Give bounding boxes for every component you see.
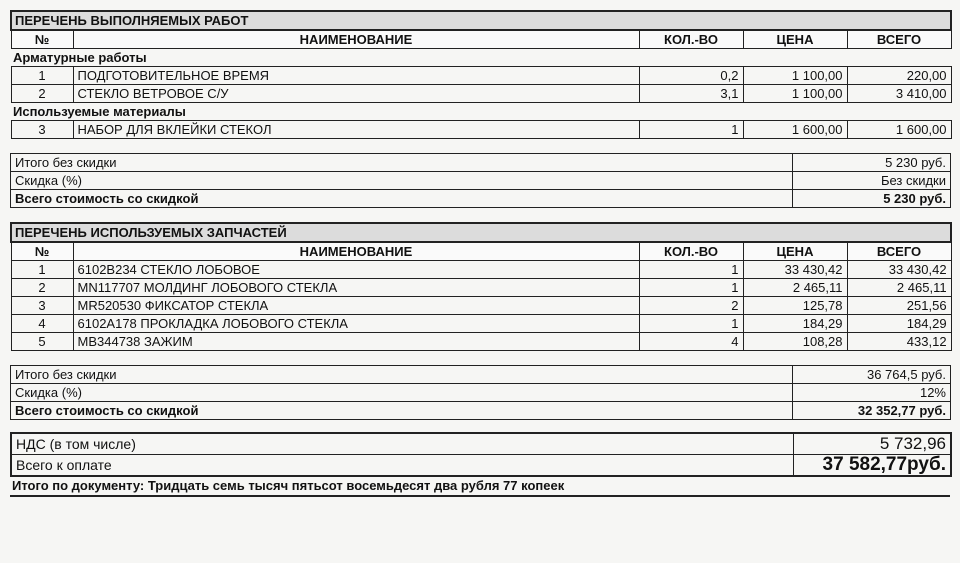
row-no: 1 <box>11 67 73 85</box>
row-no: 3 <box>11 297 73 315</box>
row-name: НАБОР ДЛЯ ВКЛЕЙКИ СТЕКОЛ <box>73 121 639 139</box>
row-total: 220,00 <box>847 67 951 85</box>
row-qty: 4 <box>639 333 743 351</box>
table-row <box>11 279 951 297</box>
table-row <box>11 121 951 139</box>
row-total: 3 410,00 <box>847 85 951 103</box>
row-no: 2 <box>11 279 73 297</box>
row-qty: 3,1 <box>639 85 743 103</box>
header-name: НАИМЕНОВАНИЕ <box>73 242 639 261</box>
subtotal-value: 5 230 руб. <box>793 154 951 172</box>
final-totals <box>10 432 952 477</box>
table-row <box>11 261 951 279</box>
row-total: 2 465,11 <box>847 279 951 297</box>
row-name: СТЕКЛО ВЕТРОВОЕ С/У <box>73 85 639 103</box>
table-row <box>11 67 951 85</box>
row-qty: 1 <box>639 315 743 333</box>
discount-label: Скидка (%) <box>11 384 793 402</box>
amount-due-value: 37 582,77руб. <box>793 455 951 477</box>
discounted-total-label: Всего стоимость со скидкой <box>11 402 793 420</box>
row-price: 33 430,42 <box>743 261 847 279</box>
row-total: 184,29 <box>847 315 951 333</box>
table-row <box>11 297 951 315</box>
row-name: MN117707 МОЛДИНГ ЛОБОВОГО СТЕКЛА <box>73 279 639 297</box>
discounted-total-value: 5 230 руб. <box>793 190 951 208</box>
works-group-label: Используемые материалы <box>11 103 951 121</box>
header-name: НАИМЕНОВАНИЕ <box>73 30 639 49</box>
row-no: 1 <box>11 261 73 279</box>
row-total: 33 430,42 <box>847 261 951 279</box>
header-no: № <box>11 30 73 49</box>
row-price: 108,28 <box>743 333 847 351</box>
row-name: 6102A178 ПРОКЛАДКА ЛОБОВОГО СТЕКЛА <box>73 315 639 333</box>
table-row <box>11 85 951 103</box>
parts-title: ПЕРЕЧЕНЬ ИСПОЛЬЗУЕМЫХ ЗАПЧАСТЕЙ <box>11 223 951 242</box>
subtotal-label: Итого без скидки <box>11 154 793 172</box>
row-no: 5 <box>11 333 73 351</box>
parts-header-row <box>11 242 951 261</box>
row-no: 3 <box>11 121 73 139</box>
table-row <box>11 315 951 333</box>
discount-label: Скидка (%) <box>11 172 793 190</box>
row-qty: 0,2 <box>639 67 743 85</box>
discount-value: Без скидки <box>793 172 951 190</box>
discounted-total-label: Всего стоимость со скидкой <box>11 190 793 208</box>
row-name: MB344738 ЗАЖИМ <box>73 333 639 351</box>
works-table <box>10 10 952 139</box>
document-total-in-words: Итого по документу: Тридцать семь тысяч пятьсот восемьдесят два рубля 77 копеек <box>10 477 950 497</box>
header-price: ЦЕНА <box>743 242 847 261</box>
parts-table <box>10 222 952 351</box>
works-title: ПЕРЕЧЕНЬ ВЫПОЛНЯЕМЫХ РАБОТ <box>11 11 951 30</box>
discount-value: 12% <box>793 384 951 402</box>
header-total: ВСЕГО <box>847 242 951 261</box>
vat-label: НДС (в том числе) <box>11 433 793 455</box>
header-no: № <box>11 242 73 261</box>
works-summary <box>10 153 951 208</box>
header-qty: КОЛ.-ВО <box>639 242 743 261</box>
row-qty: 2 <box>639 297 743 315</box>
table-row <box>11 333 951 351</box>
row-total: 251,56 <box>847 297 951 315</box>
discounted-total-value: 32 352,77 руб. <box>793 402 951 420</box>
invoice-page <box>10 10 950 497</box>
row-price: 1 600,00 <box>743 121 847 139</box>
header-price: ЦЕНА <box>743 30 847 49</box>
row-price: 184,29 <box>743 315 847 333</box>
row-qty: 1 <box>639 121 743 139</box>
row-price: 1 100,00 <box>743 67 847 85</box>
row-total: 1 600,00 <box>847 121 951 139</box>
row-total: 433,12 <box>847 333 951 351</box>
row-no: 2 <box>11 85 73 103</box>
vat-value: 5 732,96 <box>793 433 951 455</box>
row-price: 1 100,00 <box>743 85 847 103</box>
subtotal-value: 36 764,5 руб. <box>793 366 951 384</box>
row-price: 2 465,11 <box>743 279 847 297</box>
works-header-row <box>11 30 951 49</box>
row-price: 125,78 <box>743 297 847 315</box>
row-qty: 1 <box>639 261 743 279</box>
header-qty: КОЛ.-ВО <box>639 30 743 49</box>
row-no: 4 <box>11 315 73 333</box>
row-name: MR520530 ФИКСАТОР СТЕКЛА <box>73 297 639 315</box>
works-group-label: Арматурные работы <box>11 49 951 67</box>
subtotal-label: Итого без скидки <box>11 366 793 384</box>
row-qty: 1 <box>639 279 743 297</box>
row-name: 6102B234 СТЕКЛО ЛОБОВОЕ <box>73 261 639 279</box>
header-total: ВСЕГО <box>847 30 951 49</box>
amount-due-label: Всего к оплате <box>11 455 793 477</box>
row-name: ПОДГОТОВИТЕЛЬНОЕ ВРЕМЯ <box>73 67 639 85</box>
parts-summary <box>10 365 951 420</box>
